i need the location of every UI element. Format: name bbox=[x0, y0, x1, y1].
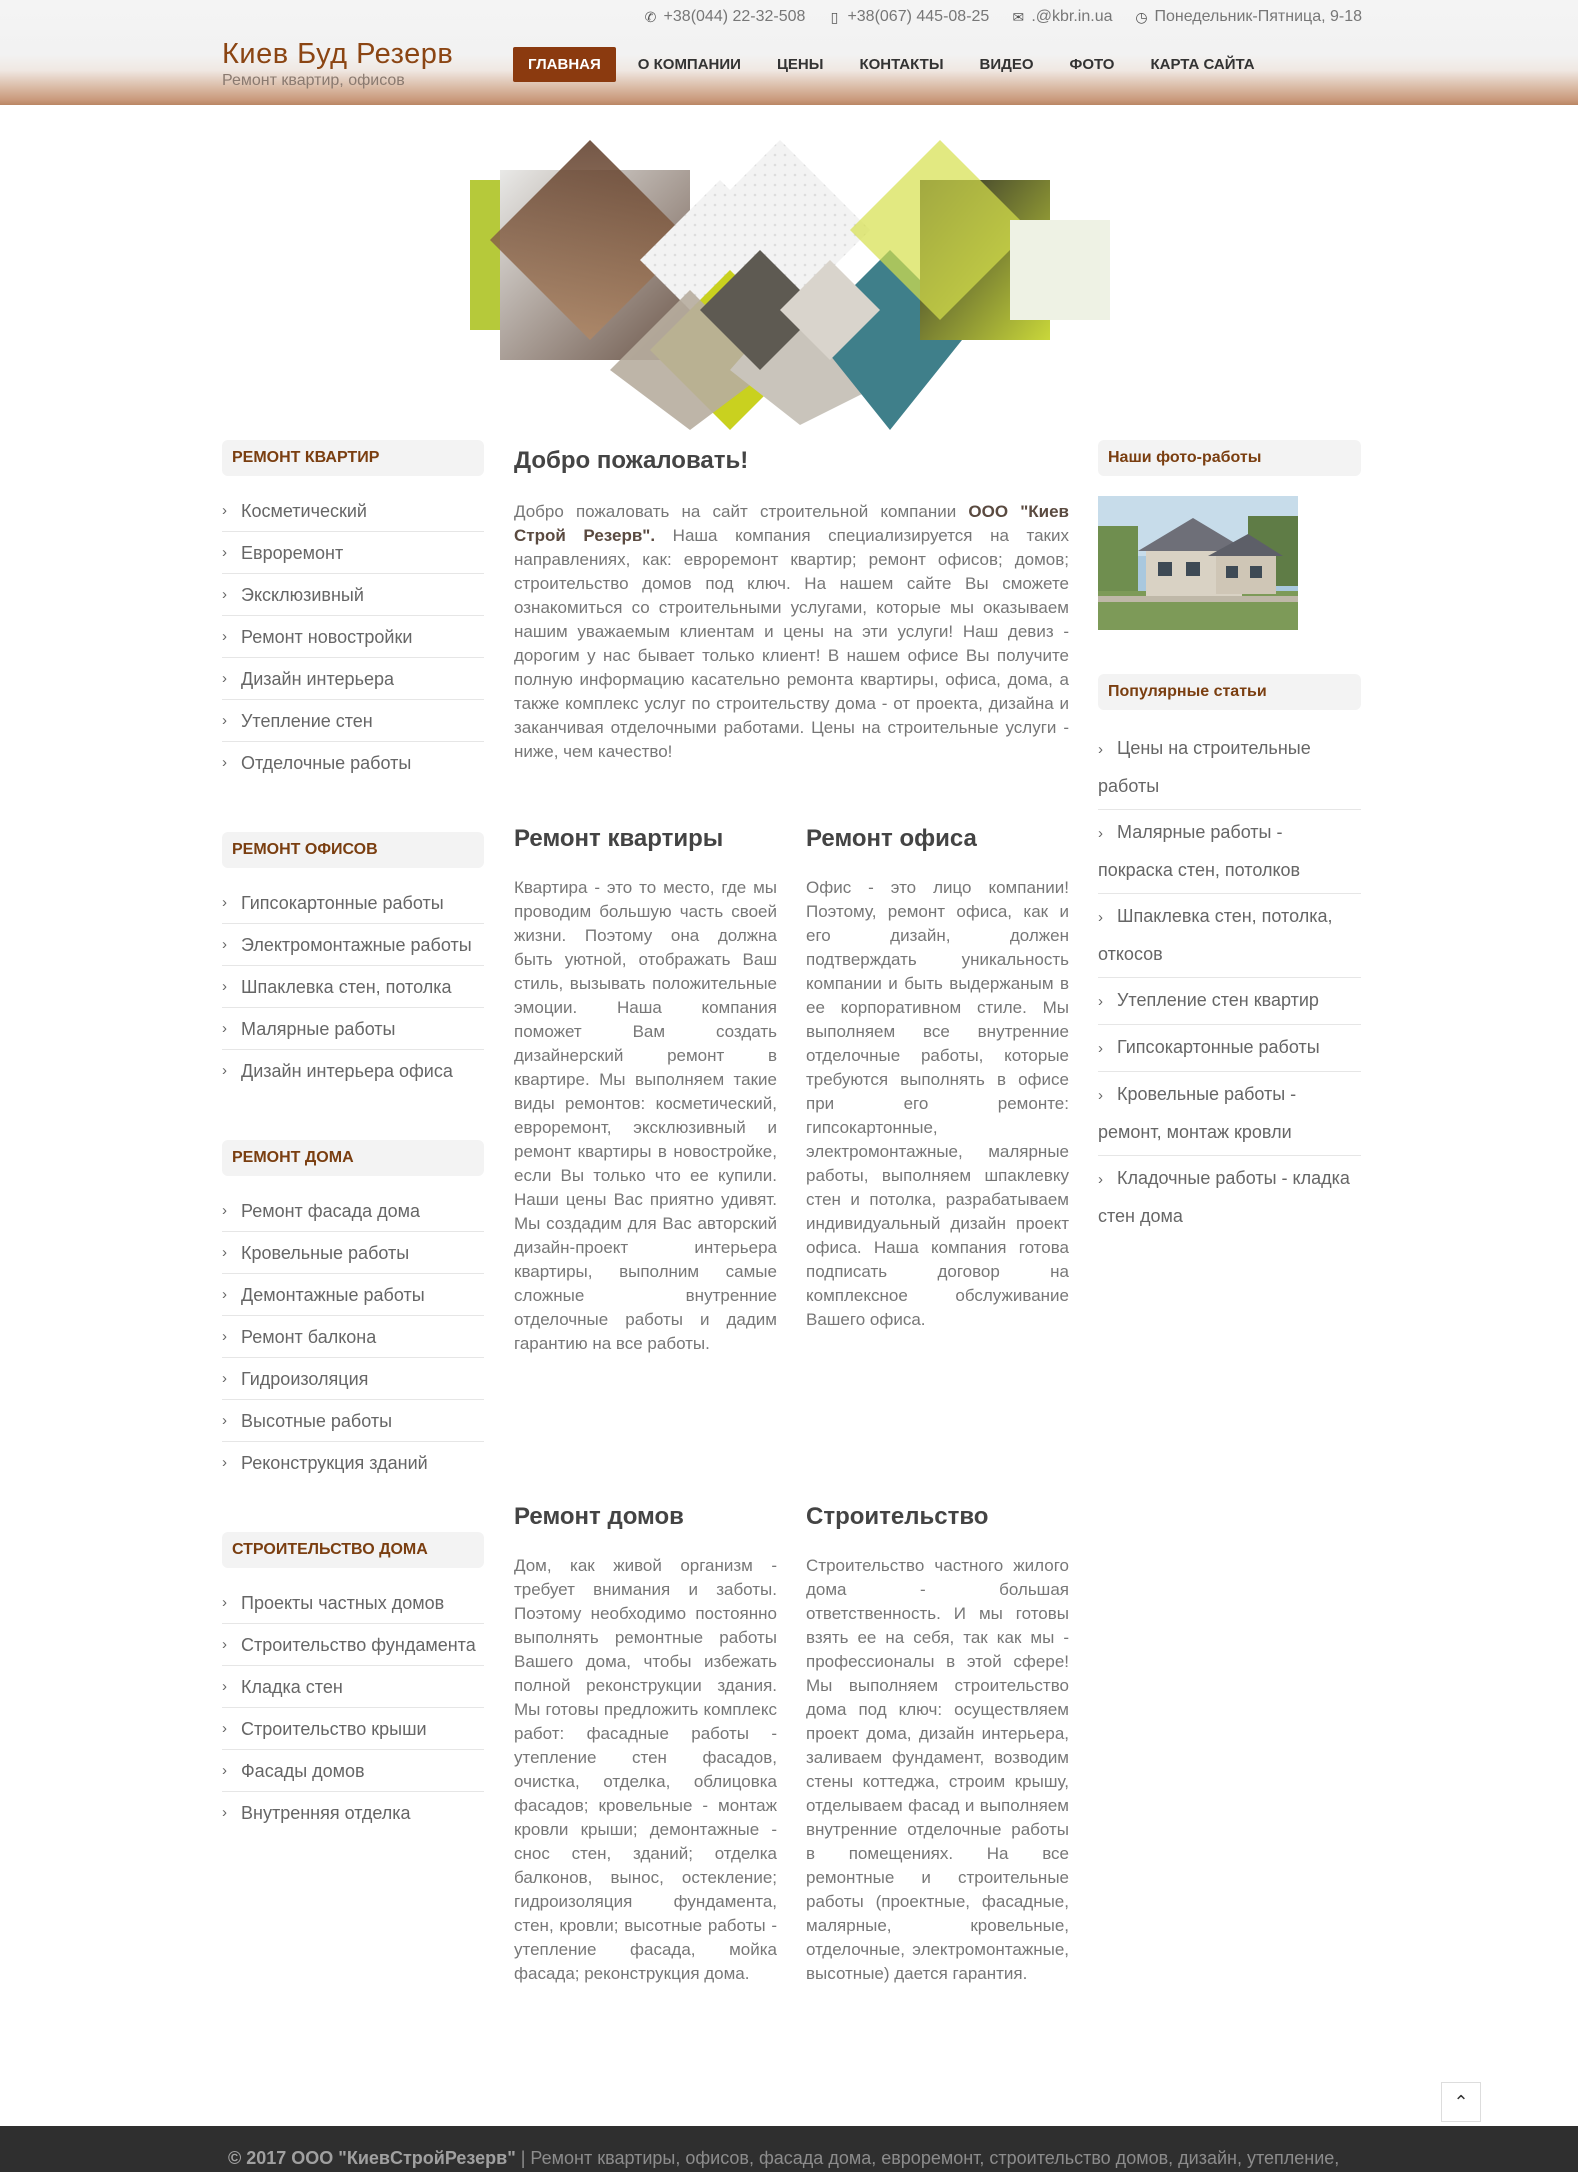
hours-text: Понедельник-Пятница, 9-18 bbox=[1154, 8, 1362, 25]
menu-item-label: Гипсокартонные работы bbox=[241, 892, 444, 913]
menu-item-label: Ремонт фасада дома bbox=[241, 1200, 421, 1221]
menu-item-label: Высотные работы bbox=[241, 1410, 393, 1431]
menu-item[interactable] bbox=[222, 1666, 484, 1708]
menu-item[interactable] bbox=[222, 1008, 484, 1050]
chevron-right-icon: › bbox=[222, 543, 227, 561]
section-text: Дом, как живой организм - требует внимания и заботы. Поэтому необходимо постоянно выполнять ремонтные работы Вашего дома, чтобы избежать полной реконструкции здания. Мы готовы предложить комплекс работ: фасадные работы - утепление стен фасадов, очистка, отделка, облицовка фасадов; кровельные - монтаж кровли крыши; демонтажные - снос стен, зданий; отделка балконов, вынос, остекление; гидроизоляция фундамента, стен, кровли; высотные работы - утепление фасада, мойка фасада; реконструкция дома. bbox=[514, 1556, 777, 1983]
chevron-right-icon: › bbox=[222, 1593, 227, 1611]
chevron-right-icon: › bbox=[222, 754, 227, 771]
chevron-right-icon: › bbox=[222, 669, 227, 687]
menu-group-apartments bbox=[222, 440, 484, 784]
chevron-right-icon: › bbox=[222, 1719, 227, 1737]
menu-item[interactable] bbox=[222, 1708, 484, 1750]
site-header bbox=[0, 0, 1578, 105]
article-link[interactable] bbox=[1098, 726, 1361, 810]
menu-item-label: Кладка стен bbox=[241, 1676, 343, 1697]
menu-item-label: Дизайн интерьера офиса bbox=[241, 1061, 453, 1081]
menu-list bbox=[222, 490, 484, 784]
menu-item[interactable] bbox=[222, 1190, 484, 1232]
chevron-right-icon: › bbox=[222, 1327, 227, 1345]
menu-item[interactable] bbox=[222, 490, 484, 532]
email-text: .@kbr.in.ua bbox=[1031, 8, 1113, 25]
chevron-right-icon: › bbox=[1098, 1171, 1103, 1188]
photos-title: Наши фото-работы bbox=[1098, 440, 1361, 476]
chevron-right-icon: › bbox=[222, 1285, 227, 1303]
chevron-right-icon: › bbox=[1098, 741, 1103, 758]
menu-item-label: Ремонт новостройки bbox=[241, 626, 413, 647]
nav-video[interactable]: ВИДЕО bbox=[979, 56, 1034, 73]
menu-item-label: Эксклюзивный bbox=[241, 584, 364, 605]
sections-row-2 bbox=[514, 1500, 1069, 1986]
menu-item[interactable] bbox=[222, 1750, 484, 1792]
menu-item-label: Отделочные работы bbox=[241, 753, 412, 773]
welcome-text bbox=[514, 500, 1069, 764]
hero-collage-image bbox=[470, 140, 1110, 430]
chevron-right-icon: › bbox=[222, 977, 227, 995]
phone-1[interactable] bbox=[644, 8, 806, 26]
menu-item-label: Утепление стен bbox=[241, 710, 373, 731]
chevron-right-icon: › bbox=[222, 935, 227, 953]
article-link[interactable] bbox=[1098, 810, 1361, 894]
contact-bar bbox=[644, 0, 1362, 34]
menu-item-label: Косметический bbox=[241, 500, 367, 521]
article-label: Утепление стен квартир bbox=[1117, 990, 1319, 1010]
nav-photo[interactable]: ФОТО bbox=[1069, 56, 1115, 73]
welcome-text-intro: Добро пожаловать на сайт строительной компании bbox=[514, 502, 969, 521]
menu-item[interactable] bbox=[222, 1442, 484, 1484]
company-name: ООО "Киев Строй Резерв". bbox=[514, 502, 1069, 545]
menu-item[interactable] bbox=[222, 1358, 484, 1400]
chevron-right-icon: › bbox=[222, 627, 227, 645]
menu-group-house-repair bbox=[222, 1140, 484, 1484]
menu-item-label: Внутренняя отделка bbox=[241, 1803, 411, 1823]
section-office-repair bbox=[806, 822, 1069, 1356]
menu-item[interactable] bbox=[222, 1316, 484, 1358]
chevron-right-icon: › bbox=[1098, 993, 1103, 1010]
menu-item[interactable] bbox=[222, 742, 484, 784]
phone-1-text: +38(044) 22-32-508 bbox=[663, 8, 806, 25]
chevron-right-icon: › bbox=[222, 1761, 227, 1779]
article-label: Гипсокартонные работы bbox=[1117, 1037, 1320, 1057]
menu-item-label: Ремонт балкона bbox=[241, 1326, 377, 1347]
menu-item[interactable] bbox=[222, 924, 484, 966]
section-house-repair bbox=[514, 1500, 777, 1986]
menu-item[interactable] bbox=[222, 1050, 484, 1092]
menu-item[interactable] bbox=[222, 616, 484, 658]
article-label: Цены на строительные работы bbox=[1098, 738, 1311, 796]
welcome-text-body: Наша компания специализируется на таких направлениях, как: евроремонт квартир; ремонт офисов; домов; строительство домов под ключ. На нашем сайте Вы сможете ознакомиться со строительными услугами, которые мы оказываем нашим уважаемым клиентам и цены на эти услуги! Наш девиз - дорогим у нас бывает только клиент! В нашем офисе Вы получите полную информацию касательно ремонта квартиры, офиса, дома, а также комплекс услуг по строительству дома - от проекта, дизайна и заканчивая отделочными работами. Цены на строительные услуги - ниже, чем качество! bbox=[514, 526, 1069, 761]
menu-item-label: Гидроизоляция bbox=[241, 1368, 369, 1389]
popular-articles-list bbox=[1098, 726, 1361, 1239]
menu-item[interactable] bbox=[222, 1582, 484, 1624]
menu-item-label: Шпаклевка стен, потолка bbox=[241, 976, 452, 997]
menu-item-label: Реконструкция зданий bbox=[241, 1453, 428, 1473]
menu-list bbox=[222, 1190, 484, 1484]
chevron-right-icon: › bbox=[222, 1019, 227, 1037]
menu-item[interactable] bbox=[222, 1624, 484, 1666]
menu-group-house-building bbox=[222, 1532, 484, 1834]
menu-item-label: Дизайн интерьера bbox=[241, 668, 394, 689]
section-title[interactable]: Ремонт офиса bbox=[806, 825, 977, 852]
footer-description: | Ремонт квартиры, офисов, фасада дома, евроремонт, строительство домов, дизайн, утепление, bbox=[515, 2148, 1340, 2168]
menu-group-title: РЕМОНТ ДОМА bbox=[222, 1140, 484, 1176]
menu-item-label: Проекты частных домов bbox=[241, 1592, 445, 1613]
working-hours bbox=[1135, 8, 1363, 26]
nav-sitemap[interactable]: КАРТА САЙТА bbox=[1150, 56, 1255, 73]
section-text: Офис - это лицо компании! Поэтому, ремонт офиса, как и его дизайн, должен подтверждать уникальность компании и быть выдержаным в ее корпоративном стиле. Мы выполняем все внутренние отделочные работы, которые требуются выполнять в офисе при его ремонте: гипсокартонные, электромонтажные, малярные работы, выполняем шпаклевку стен и потолка, разрабатываем индивидуальный дизайн проект офиса. Наша компания готова подписать договор на комплексное обслуживание Вашего офиса. bbox=[806, 878, 1069, 1329]
menu-item-label: Демонтажные работы bbox=[241, 1284, 425, 1305]
chevron-right-icon: › bbox=[1098, 1040, 1103, 1057]
article-label: Малярные работы - покраска стен, потолков bbox=[1098, 822, 1301, 880]
menu-item-label: Строительство фундамента bbox=[241, 1634, 476, 1655]
menu-group-title: СТРОИТЕЛЬСТВО ДОМА bbox=[222, 1532, 484, 1568]
chevron-right-icon: › bbox=[222, 585, 227, 603]
article-label: Шпаклевка стен, потолка, откосов bbox=[1098, 906, 1333, 964]
nav-about[interactable]: О КОМПАНИИ bbox=[637, 56, 741, 73]
article-label: Кладочные работы - кладка стен дома bbox=[1098, 1168, 1350, 1226]
article-link[interactable] bbox=[1098, 1072, 1361, 1156]
footer-copyright: © 2017 ООО "КиевСтройРезерв" bbox=[228, 2148, 516, 2168]
phone-icon: ✆ bbox=[644, 8, 657, 25]
menu-list bbox=[222, 1582, 484, 1834]
footer-text bbox=[228, 2148, 1339, 2169]
menu-item-label: Фасады домов bbox=[241, 1760, 365, 1781]
section-construction bbox=[806, 1500, 1069, 1986]
menu-item-label: Малярные работы bbox=[241, 1018, 396, 1039]
main-content bbox=[514, 440, 1069, 1983]
phone-2[interactable] bbox=[827, 8, 989, 26]
menu-item-label: Строительство крыши bbox=[241, 1718, 427, 1739]
clock-icon: ◷ bbox=[1135, 8, 1148, 25]
menu-item[interactable] bbox=[222, 574, 484, 616]
menu-item[interactable] bbox=[222, 1400, 484, 1442]
envelope-icon: ✉ bbox=[1012, 8, 1025, 25]
menu-item[interactable] bbox=[222, 882, 484, 924]
article-link[interactable] bbox=[1098, 978, 1361, 1025]
chevron-up-icon: ⌃ bbox=[1453, 2092, 1469, 2112]
nav-prices[interactable]: ЦЕНЫ bbox=[776, 56, 824, 73]
chevron-right-icon: › bbox=[222, 1062, 227, 1079]
chevron-right-icon: › bbox=[222, 1369, 227, 1387]
section-apartment-repair bbox=[514, 822, 777, 1356]
welcome-title: Добро пожаловать! bbox=[514, 447, 749, 474]
chevron-right-icon: › bbox=[222, 501, 227, 519]
chevron-right-icon: › bbox=[222, 1635, 227, 1653]
menu-item-label: Евроремонт bbox=[241, 542, 344, 563]
chevron-right-icon: › bbox=[222, 1243, 227, 1261]
menu-list bbox=[222, 882, 484, 1092]
menu-item[interactable] bbox=[222, 1792, 484, 1834]
chevron-right-icon: › bbox=[222, 1677, 227, 1695]
sections-row-1 bbox=[514, 822, 1069, 1356]
chevron-right-icon: › bbox=[1098, 909, 1103, 926]
menu-item-label: Кровельные работы bbox=[241, 1242, 410, 1263]
nav-contacts[interactable]: КОНТАКТЫ bbox=[859, 56, 944, 73]
popular-articles-title: Популярные статьи bbox=[1098, 674, 1361, 710]
house-photo[interactable] bbox=[1098, 496, 1298, 630]
menu-group-title: РЕМОНТ КВАРТИР bbox=[222, 440, 484, 476]
chevron-right-icon: › bbox=[1098, 825, 1103, 842]
menu-item[interactable] bbox=[222, 1232, 484, 1274]
logo-subtitle: Ремонт квартир, офисов bbox=[222, 72, 405, 89]
menu-group-title: РЕМОНТ ОФИСОВ bbox=[222, 832, 484, 868]
article-link[interactable] bbox=[1098, 1025, 1361, 1072]
menu-item[interactable] bbox=[222, 658, 484, 700]
menu-group-offices bbox=[222, 832, 484, 1092]
chevron-right-icon: › bbox=[222, 1454, 227, 1471]
email[interactable] bbox=[1011, 8, 1112, 26]
main-nav bbox=[513, 47, 1273, 82]
article-label: Кровельные работы - ремонт, монтаж кровли bbox=[1098, 1084, 1297, 1142]
menu-item[interactable] bbox=[222, 1274, 484, 1316]
nav-home[interactable]: ГЛАВНАЯ bbox=[513, 47, 616, 82]
right-sidebar bbox=[1098, 440, 1361, 1239]
chevron-right-icon: › bbox=[1098, 1087, 1103, 1104]
section-title[interactable]: Строительство bbox=[806, 1503, 989, 1530]
article-link[interactable] bbox=[1098, 894, 1361, 978]
phone-2-text: +38(067) 445-08-25 bbox=[847, 8, 990, 25]
chevron-right-icon: › bbox=[222, 893, 227, 911]
menu-item[interactable] bbox=[222, 700, 484, 742]
logo-title: Киев Буд Резерв bbox=[222, 38, 454, 70]
menu-item[interactable] bbox=[222, 966, 484, 1008]
article-link[interactable] bbox=[1098, 1156, 1361, 1239]
chevron-right-icon: › bbox=[222, 1411, 227, 1429]
menu-item[interactable] bbox=[222, 532, 484, 574]
section-text: Квартира - это то место, где мы проводим большую часть своей жизни. Поэтому она должна быть уютной, отображать Ваш стиль, вызывать положительные эмоции. Наша компания поможет Вам создать дизайнерский ремонт в квартире. Мы выполняем такие виды ремонтов: косметический, евроремонт, эксклюзивный и ремонт квартиры в новостройке, если Вы только что ее купили. Наши цены Вас приятно удивят. Мы создадим для Вас авторский дизайн-проект интерьера квартиры, выполним самые сложные внутренние отделочные работы и дадим гарантию на все работы. bbox=[514, 878, 777, 1353]
site-footer bbox=[0, 2126, 1578, 2172]
section-text: Строительство частного жилого дома - большая ответственность. И мы готовы взять ее на себя, так как мы - профессионалы в этой сфере! Мы выполняем строительство дома под ключ: осуществляем проект дома, дизайн интерьера, заливаем фундамент, возводим стены коттеджа, строим крышу, отделываем фасад и выполняем внутренние отделочные работы в помещениях. На все ремонтные и строительные работы (проектные, фасадные, малярные, кровельные, отделочные, электромонтажные, высотные) дается гарантия. bbox=[806, 1556, 1069, 1983]
scroll-to-top-button[interactable] bbox=[1441, 2082, 1481, 2122]
mobile-icon: ▯ bbox=[830, 8, 839, 25]
section-title[interactable]: Ремонт домов bbox=[514, 1503, 684, 1530]
section-title[interactable]: Ремонт квартиры bbox=[514, 825, 724, 852]
chevron-right-icon: › bbox=[222, 711, 227, 729]
site-logo[interactable] bbox=[222, 38, 453, 90]
chevron-right-icon: › bbox=[222, 1804, 227, 1821]
left-sidebar bbox=[222, 440, 484, 1882]
chevron-right-icon: › bbox=[222, 1201, 227, 1219]
menu-item-label: Электромонтажные работы bbox=[241, 934, 472, 955]
